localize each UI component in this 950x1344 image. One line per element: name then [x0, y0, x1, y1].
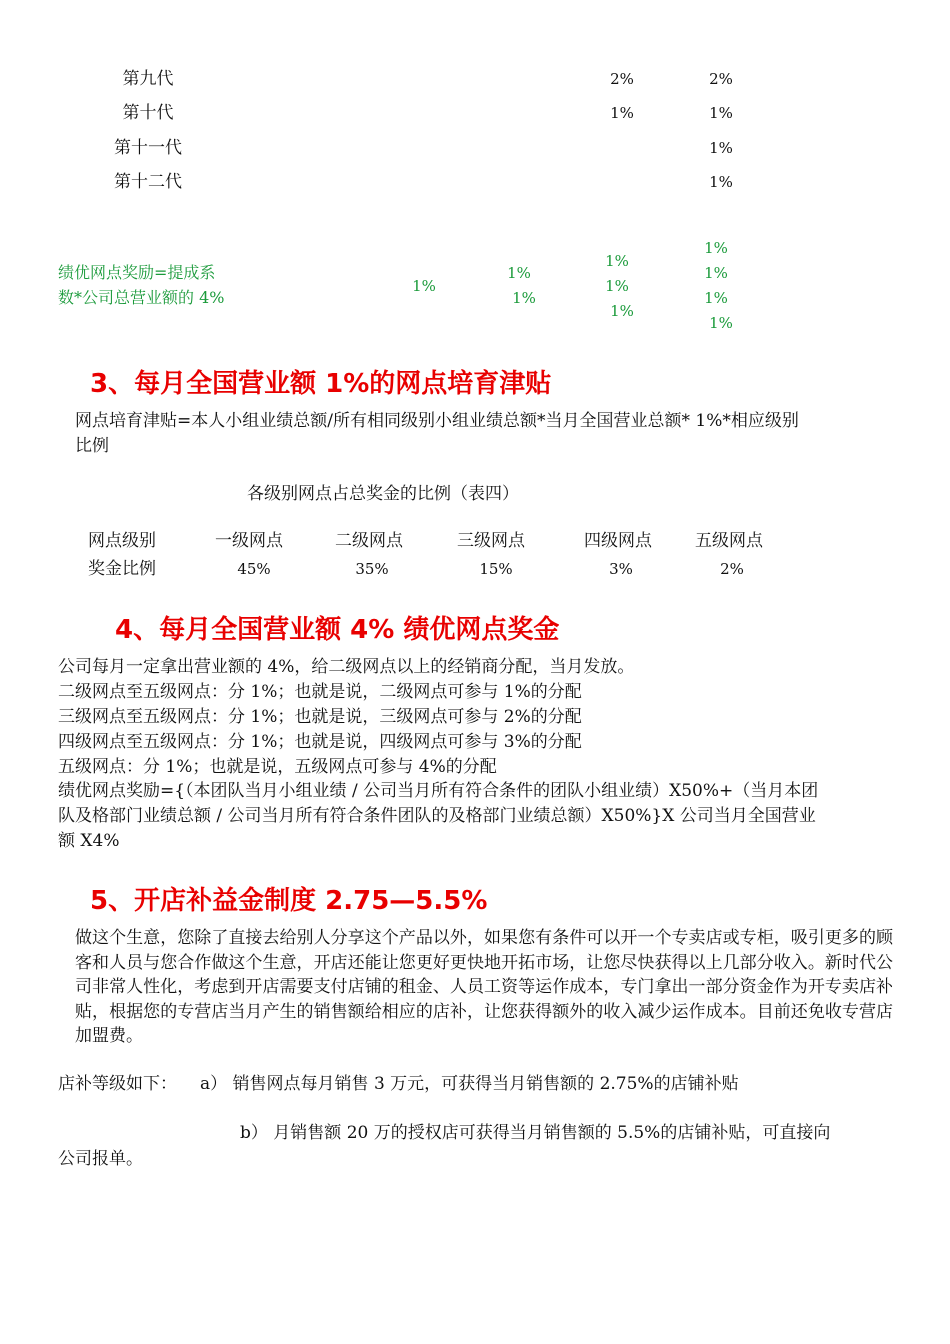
body-line: 五级网点：分 1%；也就是说，五级网点可参与 4%的分配 [58, 757, 497, 777]
body-line: 队及格部门业绩总额 / 公司当月所有符合条件团队的及格部门业绩总额）X50%}X 公司当月全国营业 [58, 806, 816, 826]
generation-value: 1% [709, 139, 733, 157]
merit-value: 1% [605, 252, 629, 270]
section-3-heading: 3、每月全国营业额 1%的网点培育津贴 [90, 369, 552, 399]
merit-value: 1% [512, 289, 536, 307]
ratio-value: 3% [609, 560, 633, 578]
body-line: 额 X4% [58, 831, 120, 851]
merit-value: 1% [704, 239, 728, 257]
merit-value: 1% [709, 314, 733, 332]
generation-value: 2% [709, 70, 733, 88]
ratio-row-label: 奖金比例 [88, 559, 156, 579]
section-5-heading: 5、开店补益金制度 2.75—5.5% [90, 886, 488, 916]
body-line: 四级网点至五级网点：分 1%；也就是说，四级网点可参与 3%的分配 [58, 732, 582, 752]
generation-value: 1% [709, 104, 733, 122]
body-line: 三级网点至五级网点：分 1%；也就是说，三级网点可参与 2%的分配 [58, 707, 582, 727]
section-4-heading: 4、每月全国营业额 4% 绩优网点奖金 [115, 615, 560, 645]
ratio-value: 45% [237, 560, 271, 578]
generation-label: 第十代 [122, 103, 174, 123]
level-b-cont: 公司报单。 [58, 1149, 143, 1169]
merit-label: 绩优网点奖励=提成系 [58, 263, 216, 282]
ratio-value: 35% [355, 560, 389, 578]
ratio-header: 网点级别 [88, 531, 156, 551]
generation-value: 1% [610, 104, 634, 122]
body-line: 公司每月一定拿出营业额的 4%，给二级网点以上的经销商分配，当月发放。 [58, 657, 635, 677]
generation-label: 第十一代 [114, 138, 182, 158]
merit-value: 1% [704, 264, 728, 282]
generation-label: 第九代 [122, 69, 174, 89]
levels-label: 店补等级如下： [58, 1074, 177, 1094]
generation-label: 第十二代 [114, 172, 182, 192]
shop-subsidy-paragraph: 做这个生意，您除了直接去给别人分享这个产品以外，如果您有条件可以开一个专卖店或专柜，吸引更多的顾客和人员与您合作做这个生意，开店还能让您更好更快地开拓市场，让您尽快获得以上几部分收入。新时代公司非常人性化，考虑到开店需要支付店铺的租金、人员工资等运作成本，专门拿出一部分资金作为开专卖店补贴，根据您的专营店当月产生的销售额给相应的店补，让您获得额外的收入减少运作成本。目前还免收专营店加盟费。 [75, 928, 893, 1046]
ratio-header: 五级网点 [695, 531, 763, 551]
body-line: 二级网点至五级网点：分 1%；也就是说，二级网点可参与 1%的分配 [58, 682, 582, 702]
ratio-header: 二级网点 [335, 531, 403, 551]
level-b: b） 月销售额 20 万的授权店可获得当月销售额的 5.5%的店铺补贴，可直接向 [240, 1123, 831, 1143]
merit-label: 数*公司总营业额的 4% [58, 288, 225, 307]
generation-value: 1% [709, 173, 733, 191]
ratio-header: 三级网点 [457, 531, 525, 551]
ratio-header: 一级网点 [215, 531, 283, 551]
level-a: a） 销售网点每月销售 3 万元，可获得当月销售额的 2.75%的店铺补贴 [200, 1074, 739, 1094]
merit-value: 1% [412, 277, 436, 295]
merit-value: 1% [610, 302, 634, 320]
table-title: 各级别网点占总奖金的比例（表四） [247, 484, 519, 504]
allowance-formula-cont: 比例 [75, 436, 109, 456]
ratio-value: 15% [479, 560, 513, 578]
merit-value: 1% [605, 277, 629, 295]
body-line: 绩优网点奖励={（本团队当月小组业绩 / 公司当月所有符合条件的团队小组业绩）X50%+（当月本团 [58, 781, 819, 801]
ratio-header: 四级网点 [584, 531, 652, 551]
allowance-formula: 网点培育津贴=本人小组业绩总额/所有相同级别小组业绩总额*当月全国营业总额* 1%*相应级别 [75, 411, 799, 431]
generation-value: 2% [610, 70, 634, 88]
merit-value: 1% [507, 264, 531, 282]
merit-value: 1% [704, 289, 728, 307]
ratio-value: 2% [720, 560, 744, 578]
